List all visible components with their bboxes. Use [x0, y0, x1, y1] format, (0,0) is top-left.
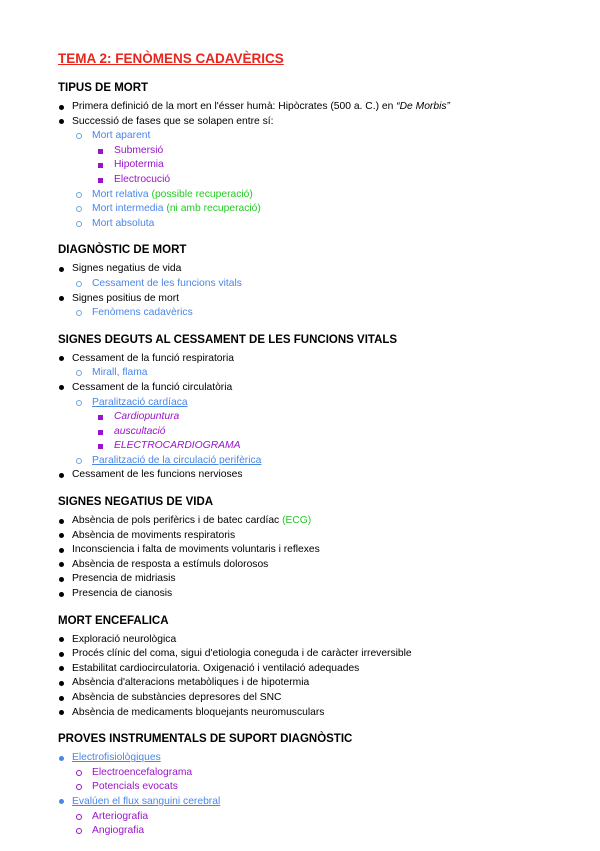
list-item-text: Presencia de midriasis	[72, 573, 176, 585]
list-item-text: Mirall, flama	[92, 367, 148, 379]
section-heading: TIPUS DE MORT	[58, 82, 149, 94]
bullet-dot-icon	[59, 385, 64, 390]
bullet-dot-icon	[59, 533, 64, 538]
list-item	[58, 129, 558, 144]
list-item-text: Absència de resposta a estímuls dolorosos	[72, 558, 269, 570]
list-item	[58, 277, 558, 292]
list-item	[58, 780, 558, 795]
list-item-text: Electroencefalograma	[92, 766, 193, 778]
bullet-dot-icon	[59, 548, 64, 553]
list-item	[58, 543, 558, 558]
section-heading: DIAGNÒSTIC DE MORT	[58, 244, 187, 257]
bullet-list	[58, 352, 558, 483]
list-item	[58, 352, 558, 367]
bullet-dot-icon	[59, 296, 64, 301]
list-item	[58, 396, 558, 411]
list-item	[58, 381, 558, 396]
bullet-square-icon	[98, 149, 103, 154]
list-item	[58, 633, 558, 648]
bullet-list	[58, 514, 558, 602]
list-item	[58, 706, 558, 721]
list-item	[58, 810, 558, 825]
bullet-circle-icon	[76, 784, 82, 790]
list-item-text: Primera definició de la mort en l'ésser humà: Hipòcrates (500 a. C.) en	[72, 101, 397, 112]
bullet-dot-icon	[59, 356, 64, 361]
bullet-dot-icon	[59, 756, 64, 761]
section-mort-encefalica	[58, 614, 558, 721]
bullet-circle-icon	[76, 310, 82, 316]
list-item-text: Mort absoluta	[92, 217, 155, 229]
list-item-text: Successió de fases que se solapen entre sí:	[72, 115, 274, 127]
bullet-dot-icon	[59, 105, 64, 110]
bullet-list	[58, 751, 558, 839]
bullet-list	[58, 100, 558, 231]
bullet-square-icon	[98, 178, 103, 183]
bullet-circle-icon	[76, 770, 82, 776]
list-item-text: Cardiopuntura	[114, 411, 180, 423]
bullet-square-icon	[98, 444, 103, 449]
bullet-circle-icon	[76, 370, 82, 376]
section-proves-instrumentals	[58, 732, 558, 839]
bullet-dot-icon	[59, 562, 64, 567]
section-heading: MORT ENCEFALICA	[58, 614, 169, 627]
bullet-list	[58, 633, 558, 721]
document-title: TEMA 2: FENÒMENS CADAVÈRICS	[58, 51, 284, 66]
bullet-square-icon	[98, 415, 103, 420]
list-item	[58, 572, 558, 587]
bullet-dot-icon	[59, 519, 64, 524]
list-item-note: (ni amb recuperació)	[166, 203, 261, 215]
list-item-note: (possible recuperació)	[151, 188, 253, 200]
bullet-circle-icon	[76, 458, 82, 464]
list-item	[58, 662, 558, 677]
list-item-text: Absència d'alteracions metabòliques i de hipotermia	[72, 677, 310, 689]
list-item	[58, 795, 558, 810]
paralitzacio-circulacio-link[interactable]: Paralització de la circulació perifèrica	[92, 454, 262, 466]
section-heading: SIGNES NEGATIUS DE VIDA	[58, 496, 214, 509]
bullet-dot-icon	[59, 637, 64, 642]
list-item-text: Cessament de les funcions nervioses	[72, 469, 243, 481]
bullet-list	[58, 262, 558, 320]
bullet-square-icon	[98, 430, 103, 435]
list-item	[58, 144, 558, 159]
list-item	[58, 366, 558, 381]
list-item	[58, 691, 558, 706]
section-diagnostic-de-mort	[58, 243, 558, 320]
list-item	[58, 410, 558, 425]
flux-sanguini-link[interactable]: Evalúen el flux sanguini cerebral	[72, 795, 221, 807]
bullet-dot-icon	[59, 577, 64, 582]
list-item-text: Absència de moviments respiratoris	[72, 529, 236, 541]
list-item-text: Cessament de la funció respiratoria	[72, 352, 234, 364]
bullet-circle-icon	[76, 192, 82, 198]
list-item-text: Mort relativa	[92, 188, 152, 200]
list-item-text: Potencials evocats	[92, 781, 178, 793]
bullet-dot-icon	[59, 681, 64, 686]
list-item	[58, 202, 558, 217]
bullet-dot-icon	[59, 666, 64, 671]
list-item	[58, 647, 558, 662]
list-item-text: Arteriografia	[92, 810, 149, 822]
bullet-dot-icon	[59, 652, 64, 657]
list-item	[58, 292, 558, 307]
list-item	[58, 115, 558, 130]
list-item	[58, 188, 558, 203]
list-item-text: Exploració neurològica	[72, 633, 177, 645]
list-item	[58, 529, 558, 544]
bullet-circle-icon	[76, 221, 82, 227]
list-item-text: Hipotermia	[114, 159, 164, 171]
list-item	[58, 454, 558, 469]
paralitzacio-cardiaca-link[interactable]: Paralització cardíaca	[92, 396, 188, 408]
electrofisiologiques-link[interactable]: Electrofisiològiques	[72, 752, 161, 764]
list-item-text: Inconsciencia i falta de moviments voluntaris i reflexes	[72, 544, 320, 556]
bullet-dot-icon	[59, 696, 64, 701]
bullet-dot-icon	[59, 710, 64, 715]
section-tipus-de-mort	[58, 81, 558, 231]
section-signes-negatius	[58, 495, 558, 602]
bullet-dot-icon	[59, 267, 64, 272]
list-item-text: Mort intermedia	[92, 203, 167, 215]
list-item	[58, 425, 558, 440]
bullet-dot-icon	[59, 119, 64, 124]
list-item-text: Absència de pols perifèrics i de batec cardíac	[72, 515, 283, 527]
bullet-circle-icon	[76, 814, 82, 820]
bullet-circle-icon	[76, 828, 82, 834]
bullet-square-icon	[98, 163, 103, 168]
list-item-text: Signes positius de mort	[72, 292, 180, 304]
bullet-circle-icon	[76, 206, 82, 212]
list-item	[58, 439, 558, 454]
bullet-circle-icon	[76, 400, 82, 406]
list-item-text: Angiografia	[92, 825, 145, 837]
list-item-text: Procés clínic del coma, sigui d'etiologia coneguda i de caràcter irreversible	[72, 648, 412, 660]
list-item-italic-text: “De Morbis”	[396, 101, 450, 112]
list-item-text: Absència de medicaments bloquejants neuromusculars	[72, 706, 325, 718]
list-item	[58, 262, 558, 277]
list-item-text: Estabilitat cardiocirculatoria. Oxigenació i ventilació adequades	[72, 662, 360, 674]
bullet-circle-icon	[76, 133, 82, 139]
document-page	[58, 50, 558, 851]
list-item-text: Fenòmens cadavèrics	[92, 307, 193, 319]
list-item-text: Submersió	[114, 144, 164, 156]
list-item-text: Mort aparent	[92, 130, 151, 142]
list-item	[58, 587, 558, 602]
bullet-dot-icon	[59, 473, 64, 478]
bullet-circle-icon	[76, 281, 82, 287]
list-item	[58, 306, 558, 321]
list-item-text: Electrocució	[114, 173, 171, 185]
list-item-text: Absència de substàncies depresores del SNC	[72, 692, 282, 703]
section-heading: SIGNES DEGUTS AL CESSAMENT DE LES FUNCIONS VITALS	[58, 333, 398, 346]
list-item	[58, 100, 558, 115]
list-item-text: Signes negatius de vida	[72, 263, 182, 275]
list-item-text: auscultació	[114, 425, 166, 437]
section-heading: PROVES INSTRUMENTALS DE SUPORT DIAGNÒSTIC	[58, 733, 353, 746]
bullet-dot-icon	[59, 799, 64, 804]
list-item	[58, 558, 558, 573]
list-item	[58, 751, 558, 766]
list-item-text: Cessament de la funció circulatòria	[72, 381, 233, 393]
list-item	[58, 766, 558, 781]
list-item-note: (ECG)	[282, 515, 312, 527]
section-signes-cessament	[58, 333, 558, 483]
list-item	[58, 514, 558, 529]
list-item	[58, 217, 558, 232]
bullet-dot-icon	[59, 592, 64, 597]
list-item-text: Presencia de cianosis	[72, 588, 173, 600]
list-item	[58, 158, 558, 173]
list-item	[58, 824, 558, 839]
list-item-text: Cessament de les funcions vitals	[92, 277, 242, 289]
list-item	[58, 173, 558, 188]
list-item	[58, 676, 558, 691]
list-item	[58, 468, 558, 483]
list-item-text: ELECTROCARDIOGRAMA	[114, 440, 241, 452]
